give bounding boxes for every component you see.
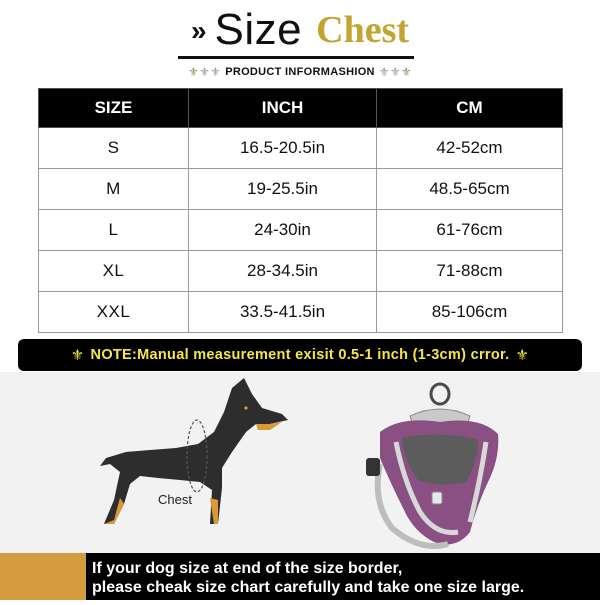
fleur-de-lis-icon: ⚜ bbox=[188, 65, 200, 79]
cm-cell: 71-88cm bbox=[377, 251, 563, 292]
size-cell: XXL bbox=[39, 292, 189, 333]
fleur-de-lis-icon: ⚜ bbox=[515, 347, 530, 364]
column-header-size: SIZE bbox=[39, 89, 189, 128]
fleur-de-lis-icon: ⚜ bbox=[389, 65, 401, 79]
page-title-accent: Chest bbox=[316, 9, 410, 51]
tip-line-1: If your dog size at end of the size border, bbox=[92, 560, 403, 577]
sizing-tip-banner bbox=[0, 553, 600, 600]
dog-silhouette-icon bbox=[100, 378, 288, 524]
column-header-inch: INCH bbox=[189, 89, 377, 128]
table-row bbox=[39, 169, 563, 210]
fleur-de-lis-icon: ⚜ bbox=[70, 347, 85, 364]
note-text: NOTE:Manual measurement exisit 0.5-1 inch (1-3cm) crror. bbox=[90, 347, 510, 363]
accent-block bbox=[0, 553, 86, 600]
cm-cell: 85-106cm bbox=[377, 292, 563, 333]
fleur-de-lis-icon: ⚜ bbox=[400, 65, 412, 79]
cm-cell: 42-52cm bbox=[377, 128, 563, 169]
page-title: Size bbox=[214, 5, 303, 54]
inch-cell: 28-34.5in bbox=[189, 251, 377, 292]
cm-cell: 61-76cm bbox=[377, 210, 563, 251]
fleur-de-lis-icon: ⚜ bbox=[210, 65, 222, 79]
tip-line-2: please cheak size chart carefully and take one size large. bbox=[92, 579, 525, 596]
size-cell: S bbox=[39, 128, 189, 169]
inch-cell: 19-25.5in bbox=[189, 169, 377, 210]
measurement-note bbox=[18, 339, 582, 371]
table-row bbox=[39, 210, 563, 251]
dog-harness-image bbox=[366, 384, 498, 546]
inch-cell: 33.5-41.5in bbox=[189, 292, 377, 333]
size-cell: M bbox=[39, 169, 189, 210]
table-row bbox=[39, 292, 563, 333]
size-cell: L bbox=[39, 210, 189, 251]
section-subheader bbox=[0, 62, 600, 82]
cm-cell: 48.5-65cm bbox=[377, 169, 563, 210]
tip-text-block bbox=[86, 553, 600, 600]
double-chevron-icon: » bbox=[190, 15, 207, 46]
title-underline bbox=[178, 10, 414, 59]
fleur-de-lis-icon: ⚜ bbox=[199, 65, 211, 79]
table-row bbox=[39, 251, 563, 292]
inch-cell: 16.5-20.5in bbox=[189, 128, 377, 169]
chest-label: Chest bbox=[158, 492, 192, 507]
table-row bbox=[39, 128, 563, 169]
fleur-de-lis-icon: ⚜ bbox=[378, 65, 390, 79]
table-header-row bbox=[39, 89, 563, 128]
column-header-cm: CM bbox=[377, 89, 563, 128]
size-table bbox=[38, 88, 563, 333]
inch-cell: 24-30in bbox=[189, 210, 377, 251]
subheader-text: PRODUCT INFORMASHION bbox=[225, 66, 375, 78]
size-cell: XL bbox=[39, 251, 189, 292]
